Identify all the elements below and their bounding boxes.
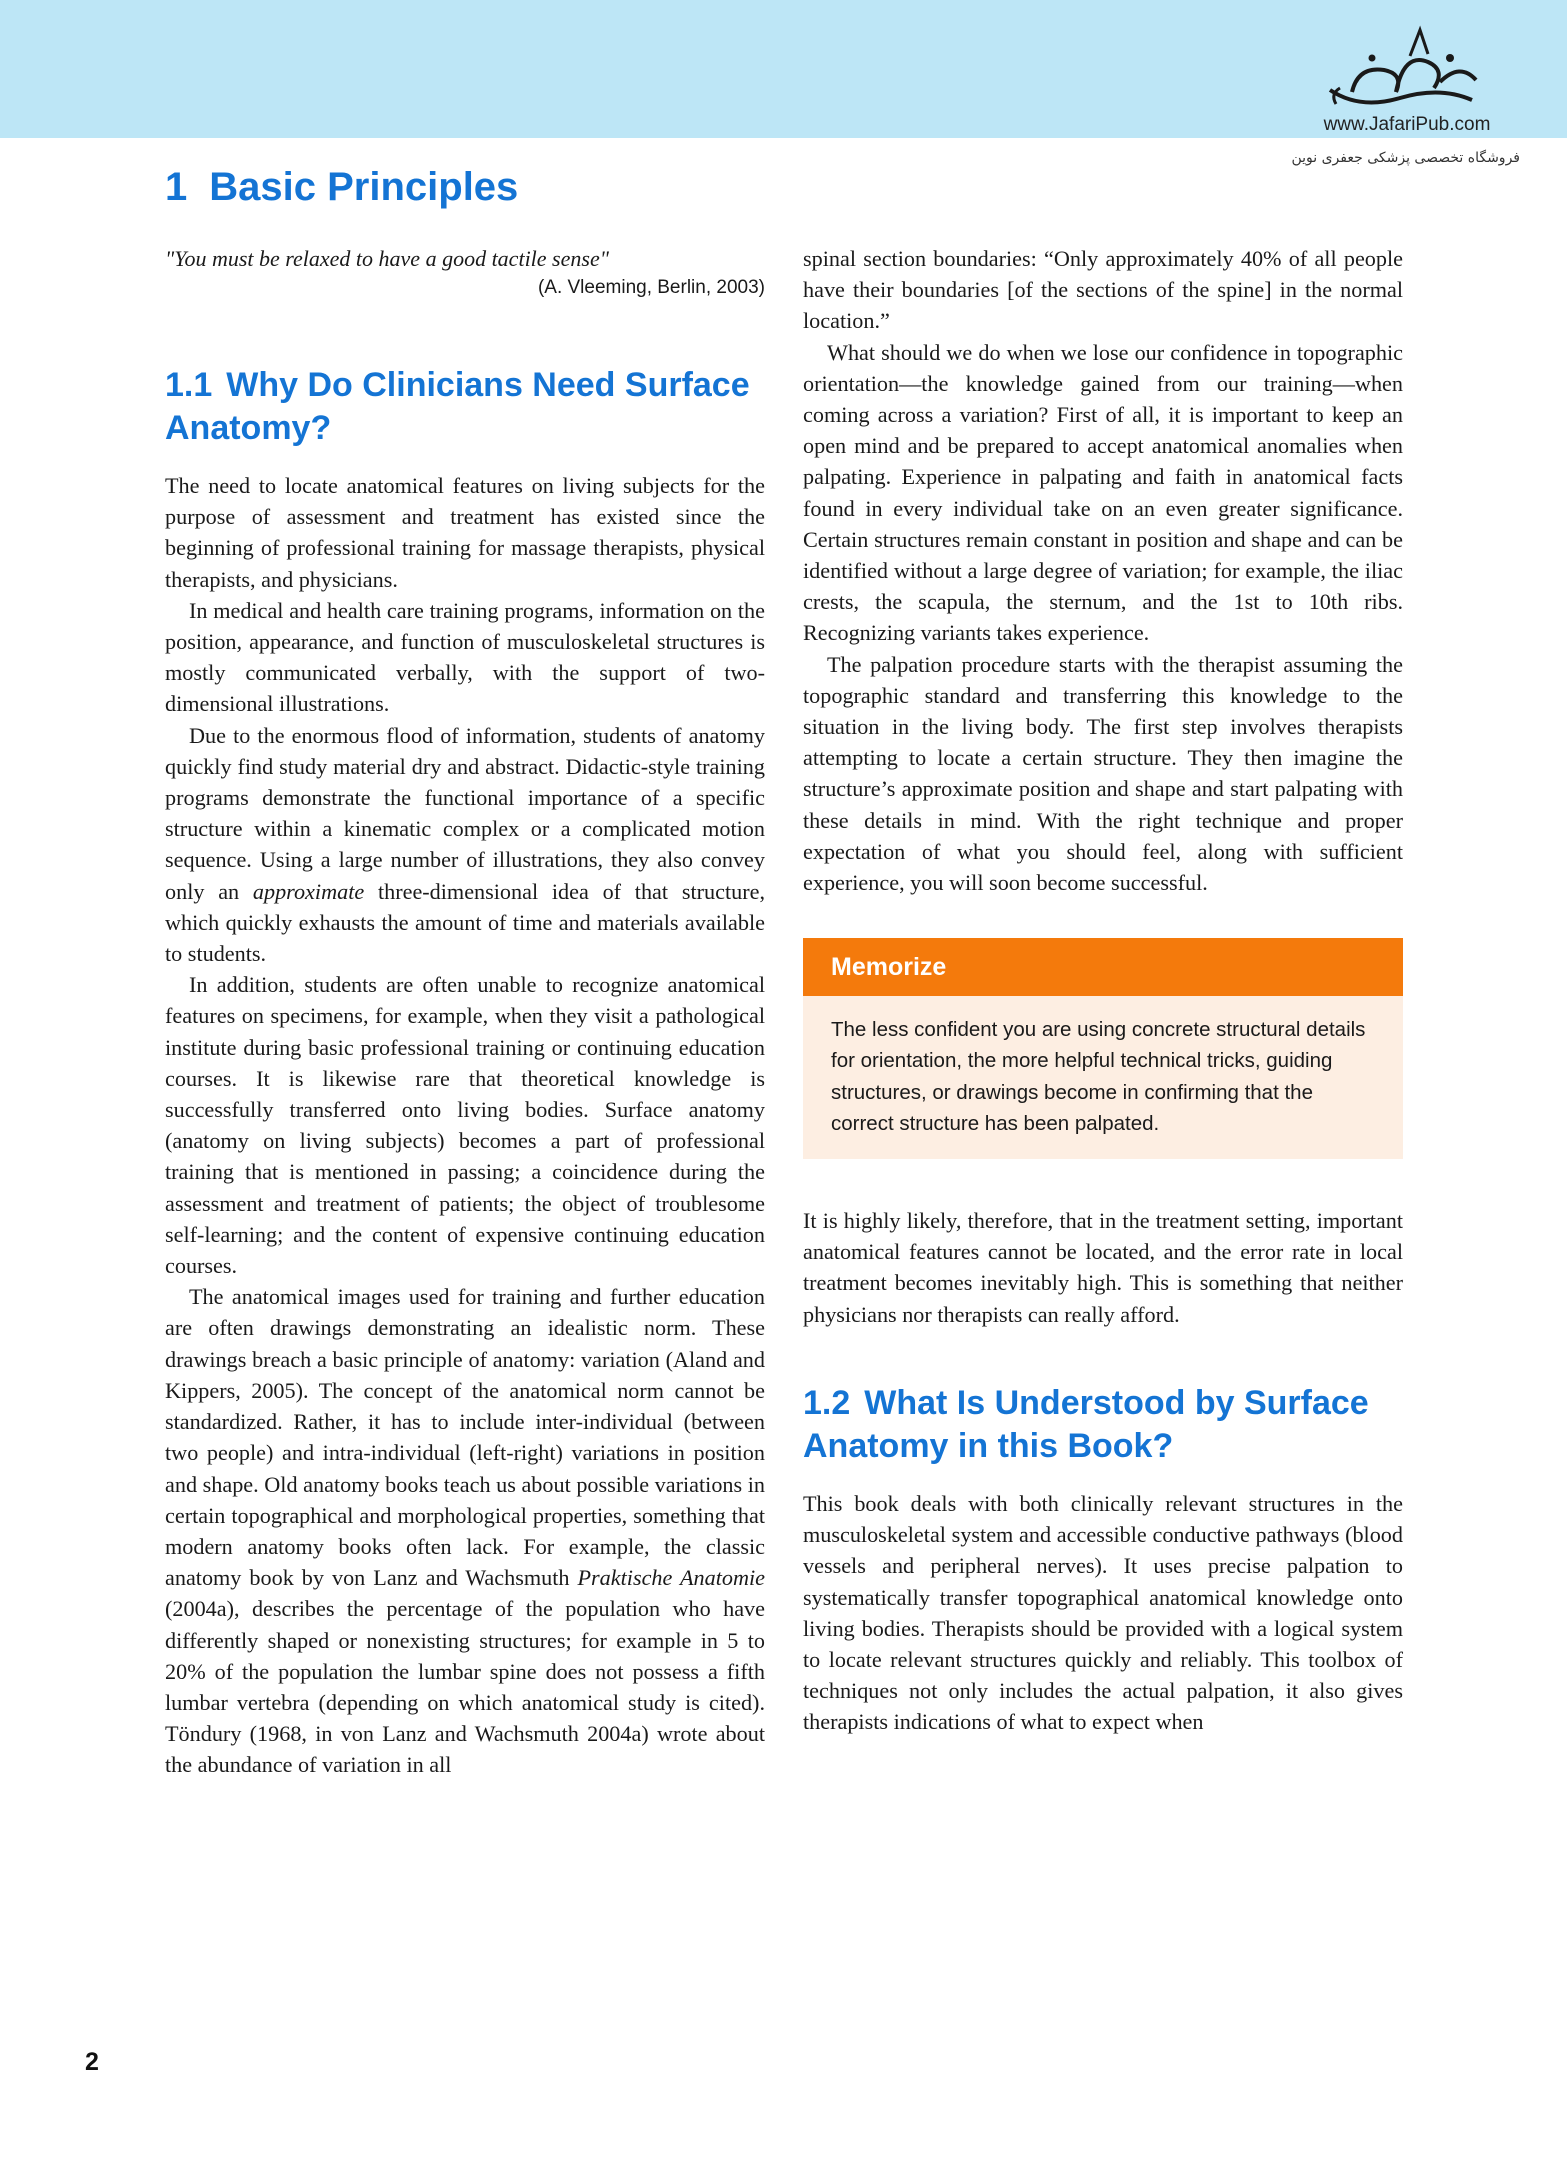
- memorize-box: [803, 938, 1403, 1159]
- paragraph-text: (2004a), describes the percentage of the population who have differently shaped or nonexisting structures; for example in 5 to 20% of the population the lumbar spine does not possess a fifth lumbar vertebra (depending on which anatomical study is cited). Töndury (1968, in von Lanz and Wachsmuth 2004a) wrote about the abundance of variation in all: [165, 1596, 765, 1778]
- publisher-url: www.JafariPub.com: [1323, 114, 1491, 135]
- section-title: What Is Understood by Surface Anatomy in this Book?: [803, 1383, 1369, 1465]
- epigraph-quote: "You must be relaxed to have a good tactile sense": [165, 246, 609, 271]
- paragraph: [165, 1281, 765, 1780]
- chapter-number: 1: [165, 165, 188, 209]
- chapter-title-text: Basic Principles: [209, 165, 519, 209]
- italic-book-title: Praktische Anatomie: [577, 1565, 766, 1591]
- italic-term: approximate: [252, 878, 365, 904]
- section-number: 1.2: [803, 1383, 851, 1422]
- epigraph-source: (A. Vleeming, Berlin, 2003): [537, 277, 765, 298]
- memorize-text: The less confident you are using concrete structural details for orientation, the more helpful technical tricks, guiding structures, or drawings become in confirming that the correct structure has been palpated.: [831, 1018, 1366, 1135]
- section-heading-1-2: [803, 1382, 1403, 1468]
- paragraph: spinal section boundaries: “Only approximately 40% of all people have their boundaries [of the sections of the spine] in the normal location.”: [803, 246, 1403, 334]
- paragraph: It is highly likely, therefore, that in the treatment setting, important anatomical features cannot be located, and the error rate in local treatment becomes inevitably high. This is something that neither physicians nor therapists can really afford.: [803, 1208, 1403, 1327]
- page-number: 2: [85, 2048, 99, 2076]
- left-column: [165, 243, 765, 1781]
- right-column: [803, 243, 1403, 1738]
- section-title: Why Do Clinicians Need Surface Anatomy?: [165, 366, 750, 447]
- section-number: 1.1: [165, 366, 213, 404]
- memorize-label: Memorize: [803, 938, 1403, 996]
- paragraph-text: Due to the enormous flood of information, students of anatomy quickly find study material dry and abstract. Didactic-style training programs demonstrate the functional importance of a specific structure within a kinematic complex or a complicated motion sequence. Using a large number of illustrations, they also convey only an: [165, 722, 765, 904]
- paragraph: [165, 720, 765, 970]
- store-name: فروشگاه تخصصی پزشکی جعفری نوین: [1291, 150, 1520, 166]
- paragraph-text: The anatomical images used for training and further education are often drawings demonstrating an idealistic norm. These drawings breach a basic principle of anatomy: variation (Aland and Kippers, 2005). The concept of the anatomical norm cannot be standardized. Rather, it has to include inter-individual (between two people) and intra-individual (left-right) variations in position and shape. Old anatomy books teach us about possible variations in certain topographical and morphological properties, something that modern anatomy books often lack. For example, the classic anatomy book by von Lanz and Wachsmuth: [165, 1284, 765, 1591]
- paragraph-text: three-dimensional idea of that structure, which quickly exhausts the amount of time and materials available to students.: [165, 878, 765, 967]
- paragraph: The palpation procedure starts with the therapist assuming the topographic standard and transferring this knowledge to the situation in the living body. The first step involves therapists attempting to locate a certain structure. They then imagine the structure’s approximate position and shape and start palpating with these details in mind. With the right technique and proper expectation of what you should feel, along with sufficient experience, you will soon become successful.: [803, 651, 1403, 896]
- paragraph: In addition, students are often unable to recognize anatomical features on specimens, for example, when they visit a pathological institute during basic professional training or continuing education courses. It is likewise rare that theoretical knowledge is successfully transferred onto living bodies. Surface anatomy (anatomy on living subjects) becomes a part of professional training that is mentioned in passing; a coincidence during the assessment and treatment of patients; the object of troublesome self-learning; and the content of expensive continuing education courses.: [165, 972, 765, 1279]
- paragraph: This book deals with both clinically relevant structures in the musculoskeletal system and accessible conductive pathways (blood vessels and peripheral nerves). It uses precise palpation to systematically transfer topographical anatomical knowledge onto living bodies. Therapists should be provided with a logical system to locate relevant structures quickly and reliably. This toolbox of techniques not only includes the actual palpation, it also gives therapists indications of what to expect when: [803, 1490, 1403, 1735]
- section-heading-1-1: [165, 364, 765, 450]
- paragraph: What should we do when we lose our confidence in topographic orientation—the knowledge gained from our training—when coming across a variation? First of all, it is important to keep an open mind and be prepared to accept anatomical anomalies when palpating. Experience in palpating and faith in anatomical facts found in every individual take on an even greater significance. Certain structures remain constant in position and shape and can be identified without a large degree of variation; for example, the iliac crests, the scapula, the sternum, and the 1st to 10th ribs. Recognizing variants takes experience.: [803, 339, 1403, 646]
- paragraph: The need to locate anatomical features on living subjects for the purpose of assessment and treatment has existed since the beginning of professional training for massage therapists, physical therapists, and physicians.: [165, 473, 765, 592]
- paragraph: In medical and health care training programs, information on the position, appearance, and function of musculoskeletal structures is mostly communicated verbally, with the support of two-dimensional illustrations.: [165, 597, 765, 717]
- chapter-title: [165, 165, 518, 210]
